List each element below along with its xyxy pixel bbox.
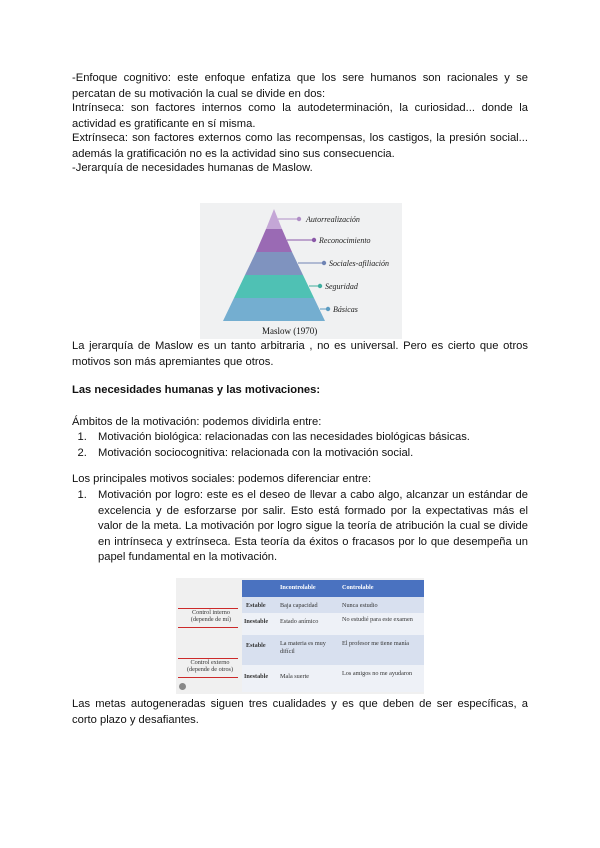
- list-item: 2. Motivación sociocognitiva: relacionada con la motivación social.: [90, 446, 528, 462]
- pyramid-label-2: Reconocimiento: [319, 236, 371, 245]
- table-cell: Estado anímico: [280, 618, 319, 625]
- maslow-pyramid-figure: [200, 203, 402, 339]
- paragraph-extrinseca: Extrínseca: son factores externos como las recompensas, los castigos, la presión social... además la gratificación no es la actividad sino sus consecuencia.: [72, 132, 528, 160]
- attribution-table-figure: [176, 578, 424, 694]
- stability-label: Inestable: [244, 618, 269, 625]
- paragraph-intrinseca: Intrínseca: son factores internos como la autodeterminación, la curiosidad... donde la actividad es gratificante en sí misma.: [72, 102, 528, 130]
- table-cell: La materia es muy difícil: [280, 640, 326, 655]
- pyramid-label-5: Básicas: [333, 305, 358, 314]
- stability-label: Estable: [246, 602, 266, 609]
- table-cell: Mala suerte: [280, 673, 310, 680]
- table-cell: Nunca estudio: [342, 602, 378, 609]
- table-cell: No estudié para este examen: [342, 616, 413, 623]
- table-cell: Los amigos no me ayudaron: [342, 670, 413, 677]
- pyramid-label-4: Seguridad: [325, 282, 358, 291]
- paragraph-enfoque-cognitivo: -Enfoque cognitivo: este enfoque enfatiza que los sere humanos son racionales y se percatan de su motivación la cual se divide en dos:: [72, 72, 528, 100]
- pyramid-level-3: [245, 252, 303, 275]
- stability-label: Inestable: [244, 673, 269, 680]
- list-item: 1. Motivación biológica: relacionadas con las necesidades biológicas básicas.: [90, 430, 528, 446]
- list-motivos: [72, 488, 528, 566]
- paragraph-ambitos: Ámbitos de la motivación: podemos dividirla entre:: [72, 416, 322, 428]
- row-group-control-interno: Control interno (depende de mí): [190, 609, 232, 623]
- paragraph-metas: Las metas autogeneradas siguen tres cualidades y es que deben de ser específicas, a corto plazo y desafiantes.: [72, 698, 528, 726]
- row-group-control-externo: Control externo (depende de otros): [186, 659, 234, 673]
- paragraph-jerarquia-maslow: -Jerarquía de necesidades humanas de Maslow.: [72, 162, 313, 174]
- pyramid-label-1: Autorrealización: [306, 215, 360, 224]
- zoom-icon: [179, 683, 186, 690]
- paragraph-maslow-arbitraria: La jerarquía de Maslow es un tanto arbitraria , no es universal. Pero es cierto que otros motivos son más apremiantes que otros.: [72, 340, 528, 368]
- table-header-controlable: Controlable: [342, 584, 374, 591]
- pyramid-level-2: [256, 229, 292, 252]
- stability-label: Estable: [246, 642, 266, 649]
- table-header-incontrolable: Incontrolable: [280, 584, 316, 591]
- table-cell: El profesor me tiene manía: [342, 640, 410, 647]
- pyramid-level-4: [234, 275, 314, 298]
- pyramid-caption: Maslow (1970): [262, 326, 318, 336]
- table-cell: Baja capacidad: [280, 602, 318, 609]
- list-item: 1. Motivación por logro: este es el deseo de llevar a cabo algo, alcanzar un estándar de excelencia y de esforzarse por salir. Esto está formado por la expectativas más el valor de la meta. La motivación por logro sigue la teoría de atribución la cual se divide en intrínseca y extrínseca. Esta teoría da éxitos o fracasos por lo que desempeña un papel fundamental en la motivación.: [90, 488, 528, 566]
- section-heading: Las necesidades humanas y las motivaciones:: [72, 384, 321, 396]
- pyramid-level-5: [223, 298, 325, 321]
- pyramid-label-3: Sociales-afiliación: [329, 259, 389, 268]
- list-ambitos: [72, 430, 528, 461]
- paragraph-motivos-sociales: Los principales motivos sociales: podemos diferenciar entre:: [72, 473, 372, 485]
